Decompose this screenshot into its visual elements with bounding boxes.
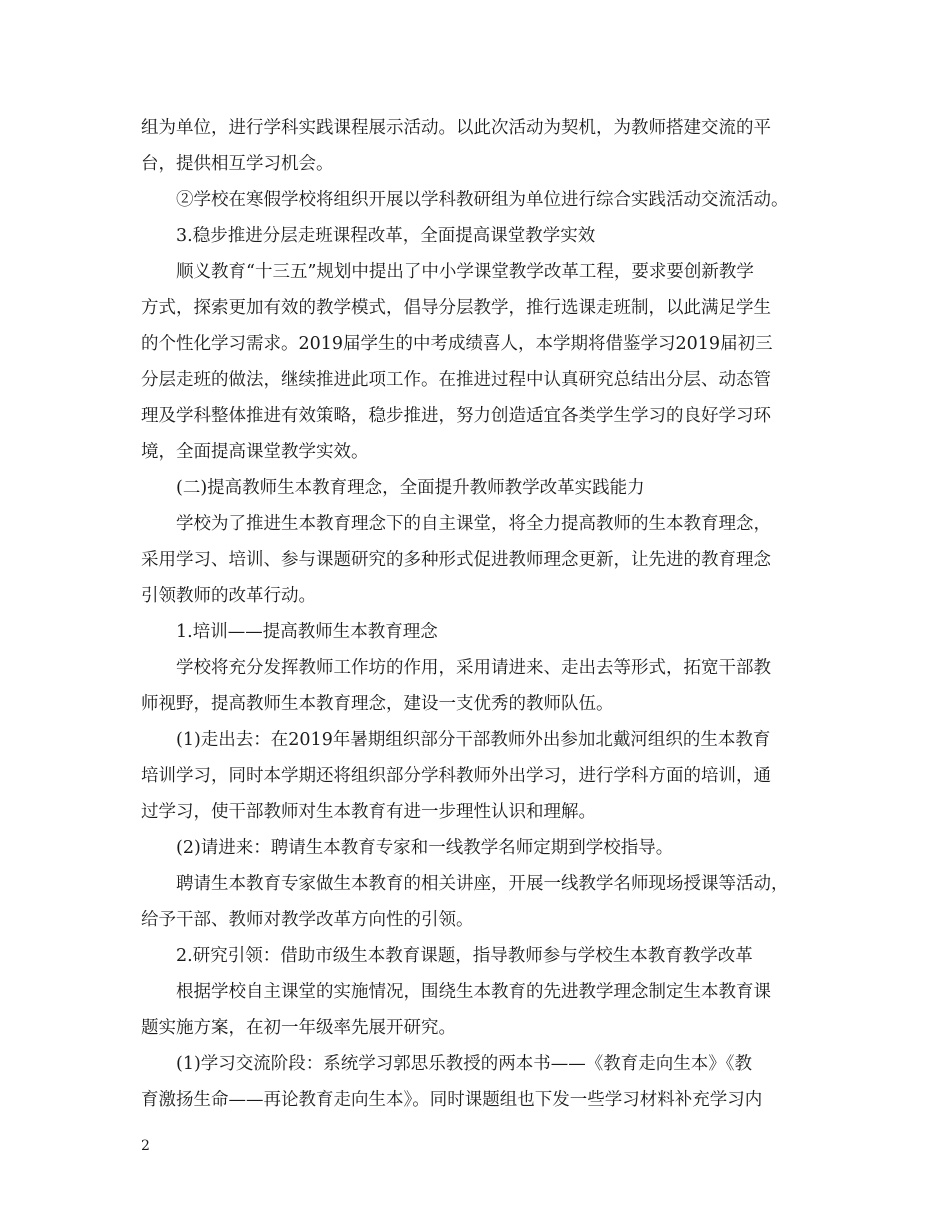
text-line: 的个性化学习需求。2019届学生的中考成绩喜人，本学期将借鉴学习2019届初三 [141,334,773,354]
text-line: 师视野，提高教师生本教育理念，建设一支优秀的教师队伍。 [141,694,614,714]
text-line: 采用学习、培训、参与课题研究的多种形式促进教师理念更新，让先进的教育理念 [141,550,771,570]
text-line: 分层走班的做法，继续推进此项工作。在推进过程中认真研究总结出分层、动态管 [141,370,771,390]
text-line: 培训学习，同时本学期还将组织部分学科教师外出学习，进行学科方面的培训，通 [141,766,771,786]
text-line: 育激扬生命——再论教育走向生本》。同时课题组也下发一些学习材料补充学习内 [141,1090,763,1110]
page-number: 2 [141,1138,150,1154]
section-heading: (二)提高教师生本教育理念，全面提升教师教学改革实践能力 [176,478,645,498]
text-line: 方式，探索更加有效的教学模式，倡导分层教学，推行选课走班制，以此满足学生 [141,298,771,318]
text-line: 引领教师的改革行动。 [141,586,316,606]
text-line: 台，提供相互学习机会。 [141,154,334,174]
text-line: 学校将充分发挥教师工作坊的作用，采用请进来、走出去等形式，拓宽干部教 [176,658,771,678]
text-line: 境，全面提高课堂教学实效。 [141,442,369,462]
text-line: (1)走出去：在2019年暑期组织部分干部教师外出参加北戴河组织的生本教育 [176,730,771,750]
text-line: 根据学校自主课堂的实施情况，围绕生本教育的先进教学理念制定生本教育课 [176,982,771,1002]
text-line: 给予干部、教师对教学改革方向性的引领。 [141,910,474,930]
section-heading: 1.培训——提高教师生本教育理念 [176,622,438,642]
text-line: 过学习，使干部教师对生本教育有进一步理性认识和理解。 [141,802,596,822]
text-line: ②学校在寒假学校将组织开展以学科教研组为单位进行综合实践活动交流活动。 [176,190,789,210]
section-heading: 3.稳步推进分层走班课程改革，全面提高课堂教学实效 [176,226,596,246]
text-line: 题实施方案，在初一年级率先展开研究。 [141,1018,456,1038]
text-line: (1)学习交流阶段：系统学习郭思乐教授的两本书——《教育走向生本》《教 [176,1054,753,1074]
text-line: 学校为了推进生本教育理念下的自主课堂，将全力提高教师的生本教育理念， [176,514,771,534]
text-line: 理及学科整体推进有效策略，稳步推进，努力创造适宜各类学生学习的良好学习环 [141,406,771,426]
text-line: 顺义教育“十三五”规划中提出了中小学课堂教学改革工程，要求要创新教学 [176,262,754,282]
text-line: 聘请生本教育专家做生本教育的相关讲座，开展一线教学名师现场授课等活动， [176,874,789,894]
section-heading: 2.研究引领：借助市级生本教育课题，指导教师参与学校生本教育教学改革 [176,946,753,966]
text-line: 组为单位，进行学科实践课程展示活动。以此次活动为契机，为教师搭建交流的平 [141,118,771,138]
text-line: (2)请进来：聘请生本教育专家和一线教学名师定期到学校指导。 [176,838,674,858]
